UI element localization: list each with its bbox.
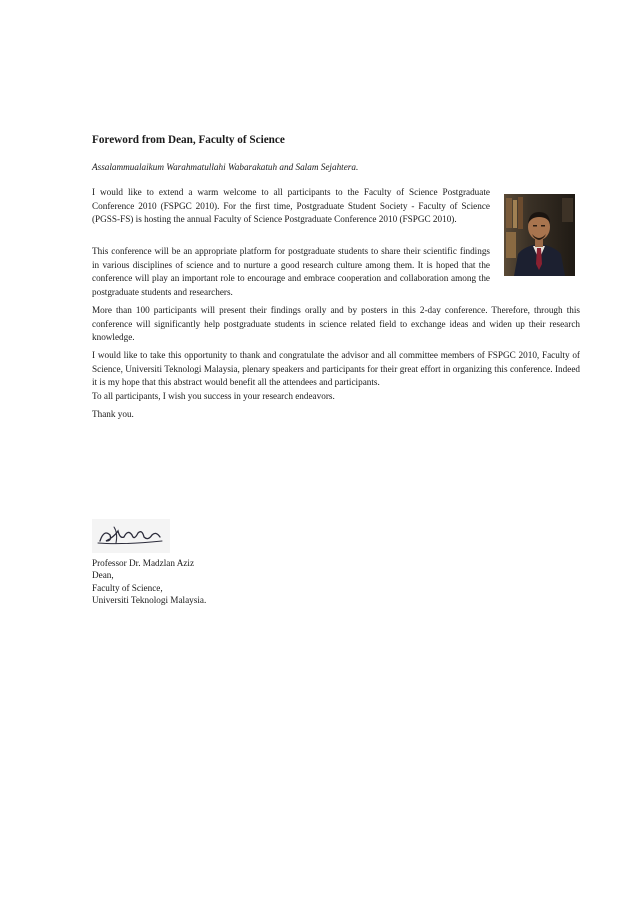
signoff-faculty: Faculty of Science, bbox=[92, 582, 163, 593]
page-title: Foreword from Dean, Faculty of Science bbox=[92, 134, 285, 146]
dean-portrait-photo bbox=[504, 194, 575, 276]
greeting-line: Assalammualaikum Warahmatullahi Wabarakatuh and Salam Sejahtera. bbox=[92, 162, 359, 172]
paragraph-wishes: To all participants, I wish you success in your research endeavors. bbox=[92, 390, 335, 401]
paragraph-thank-you: Thank you. bbox=[92, 409, 134, 419]
paragraph-platform: This conference will be an appropriate platform for postgraduate students to share their scientific findings in various disciplines of science and to nurture a good research culture among them. It is hoped that the conference will play an important role to encourage and embrace cooperation and collaboration among the postgraduate students and researchers. bbox=[92, 246, 490, 297]
paragraph-thanks-block bbox=[92, 349, 580, 403]
paragraph-participants: More than 100 participants will present their findings orally and by posters in this 2-day conference. Therefore, through this conference will significantly help postgraduate students in science related field to exchange ideas and widen up their research knowledge. bbox=[92, 305, 580, 343]
signoff-university: Universiti Teknologi Malaysia. bbox=[92, 594, 207, 605]
signoff-name: Professor Dr. Madzlan Aziz bbox=[92, 558, 195, 568]
handwritten-signature bbox=[92, 519, 170, 553]
paragraph-welcome: I would like to extend a warm welcome to all participants to the Faculty of Science Postgraduate Conference 2010 (FSPGC 2010). For the first time, Postgraduate Student Society - Faculty of Science (PGSS-FS) is hosting the annual Faculty of Science Postgraduate Conference 2010 (FSPGC 2010). bbox=[92, 187, 490, 225]
signoff-block bbox=[92, 557, 206, 606]
signoff-position: Dean, bbox=[92, 570, 114, 581]
paragraph-thanks: I would like to take this opportunity to thank and congratulate the advisor and all committee members of FSPGC 2010, Faculty of Science, Universiti Teknologi Malaysia, plenary speakers and participants for their great effort in organizing this conference. Indeed it is my hope that this abstract would benefit all the attendees and participants. bbox=[92, 350, 580, 388]
